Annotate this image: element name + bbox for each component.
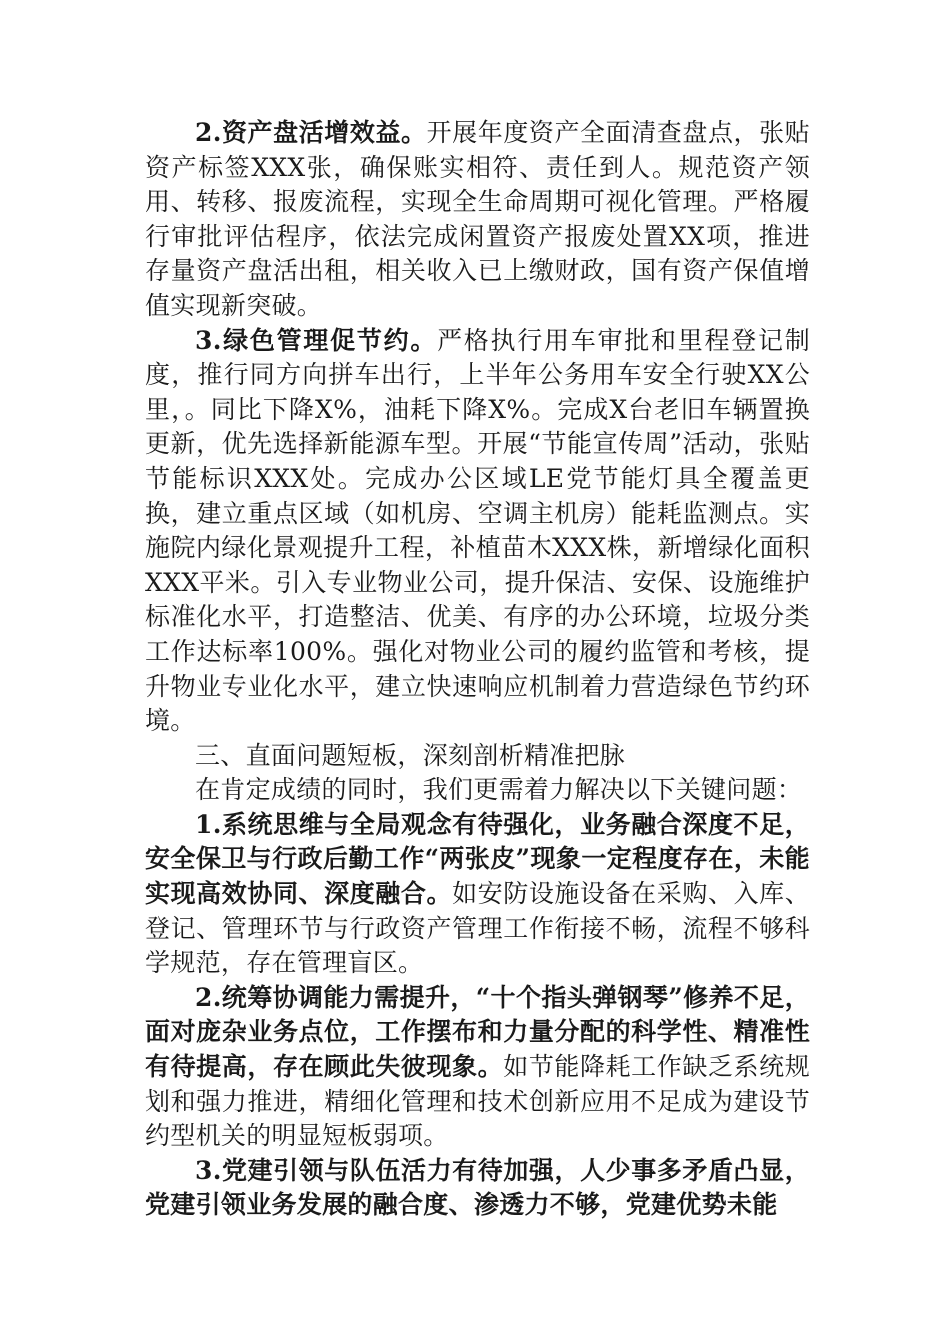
section-heading-text: 三、直面问题短板，深刻剖析精准把脉 [195,740,626,770]
section-heading [145,739,810,774]
paragraph-asset-revitalization [145,116,810,324]
paragraph-intro [145,773,810,808]
paragraph-lead: 1.系统思维与全局观念有待强化，业务融合深度不足，安全保卫与行政后勤工作“两张皮”现象一定程度存在，未能实现高效协同、深度融合。 [145,809,810,909]
paragraph-lead: 2.统筹协调能力需提升，“十个指头弹钢琴”修养不足，面对庞杂业务点位，工作摆布和力量分配的科学性、精准性有待提高，存在顾此失彼现象。 [145,982,810,1082]
paragraph-text: 严格执行用车审批和里程登记制度，推行同方向拼车出行，上半年公务用车安全行驶XX公里，。同比下降X%，油耗下降X%。完成X台老旧车辆置换更新，优先选择新能源车型。开展“节能宣传周”活动，张贴节能标识XXX处。完成办公区域LE党节能灯具全覆盖更换，建立重点区域（如机房、空调主机房）能耗监测点。实施院内绿化景观提升工程，补植苗木XXX株，新增绿化面积XXX平米。引入专业物业公司，提升保洁、安保、设施维护标准化水平，打造整洁、优美、有序的办公环境，垃圾分类工作达标率100%。强化对物业公司的履约监管和考核，提升物业专业化水平，建立快速响应机制着力营造绿色节约环境。 [145,325,810,736]
paragraph-green-management [145,324,810,739]
paragraph-text: 在肯定成绩的同时，我们更需着力解决以下关键问题： [195,775,803,805]
paragraph-lead: 3.绿色管理促节约。 [195,325,438,355]
paragraph-text: 如安防设施设备在采购、入库、登记、管理环节与行政资产管理工作衔接不畅，流程不够科学规范，存在管理盲区。 [145,879,811,978]
paragraph-lead: 3.党建引领与队伍活力有待加强，人少事多矛盾凸显，党建引领业务发展的融合度、渗透力不够，党建优势未能 [145,1155,810,1220]
paragraph-problem-1 [145,808,810,981]
document-body [145,116,810,1223]
paragraph-text: 开展年度资产全面清查盘点，张贴资产标签XXX张，确保账实相符、责任到人。规范资产领用、转移、报废流程，实现全生命周期可视化管理。严格履行审批评估程序，依法完成闲置资产报废处置XX项，推进存量资产盘活出租，相关收入已上缴财政，国有资产保值增值实现新突破。 [145,118,810,320]
paragraph-lead: 2.资产盘活增效益。 [195,118,427,147]
paragraph-problem-2 [145,981,810,1154]
paragraph-text: 如节能降耗工作缺乏系统规划和强力推进，精细化管理和技术创新应用不足成为建设节约型机关的明显短板弱项。 [145,1052,810,1151]
paragraph-problem-3 [145,1154,810,1223]
